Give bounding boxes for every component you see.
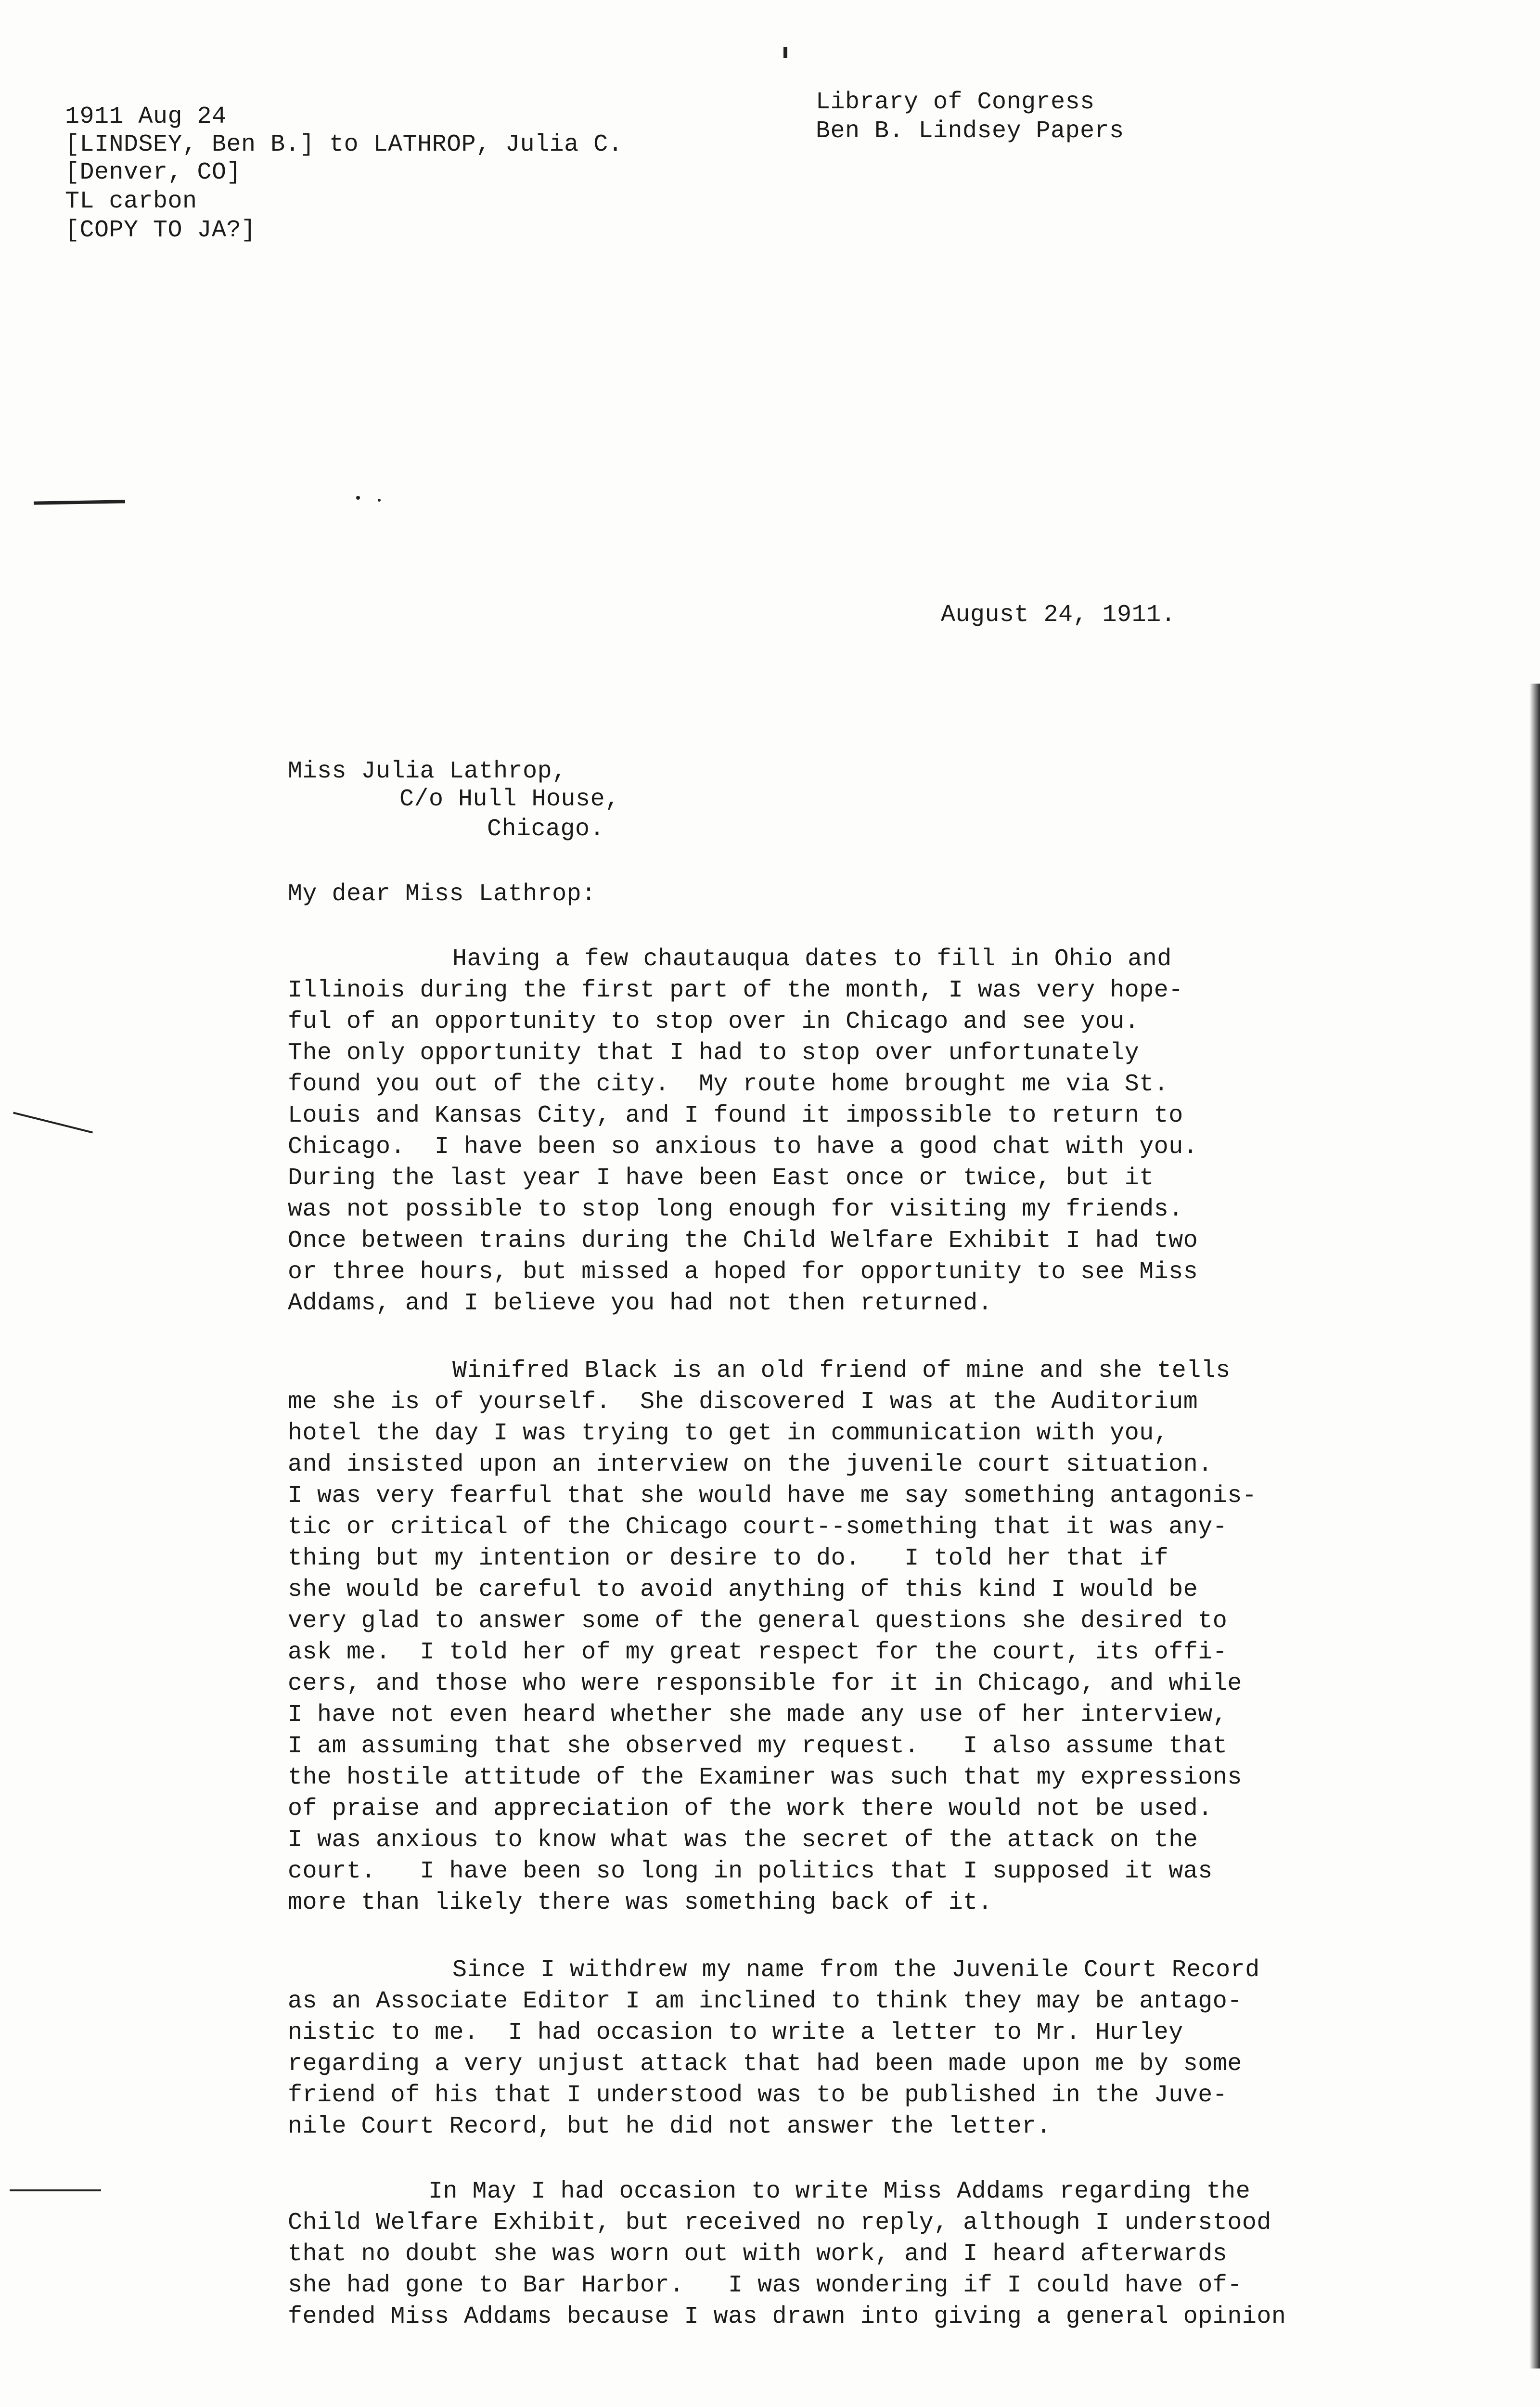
scan-mark-margin-1 bbox=[13, 1112, 93, 1133]
metadata-line: [LINDSEY, Ben B.] to LATHROP, Julia C. bbox=[65, 131, 623, 158]
body-line: court. I have been so long in politics that I supposed it was bbox=[288, 1858, 1213, 1885]
body-line: Chicago. I have been so anxious to have a good chat with you. bbox=[288, 1133, 1198, 1161]
body-line: hotel the day I was trying to get in communication with you, bbox=[288, 1420, 1169, 1447]
body-line: ask me. I told her of my great respect for the court, its offi- bbox=[288, 1639, 1228, 1666]
body-line: she had gone to Bar Harbor. I was wondering if I could have of- bbox=[288, 2272, 1242, 2299]
body-line: Addams, and I believe you had not then returned. bbox=[288, 1290, 993, 1317]
metadata-line: [Denver, CO] bbox=[65, 159, 242, 186]
body-line: ful of an opportunity to stop over in Chicago and see you. bbox=[288, 1008, 1140, 1035]
body-line: regarding a very unjust attack that had been made upon me by some bbox=[288, 2050, 1242, 2078]
body-line: of praise and appreciation of the work there would not be used. bbox=[288, 1795, 1213, 1823]
body-line: friend of his that I understood was to be published in the Juve- bbox=[288, 2082, 1228, 2109]
collection-line: Ben B. Lindsey Papers bbox=[816, 117, 1124, 145]
body-line: Winifred Black is an old friend of mine and she tells bbox=[452, 1357, 1231, 1385]
scan-edge-shadow bbox=[1529, 684, 1540, 2368]
body-line: as an Associate Editor I am inclined to think they may be antago- bbox=[288, 1988, 1242, 2015]
body-line: Louis and Kansas City, and I found it impossible to return to bbox=[288, 1102, 1183, 1129]
body-line: that no doubt she was worn out with work, and I heard afterwards bbox=[288, 2240, 1228, 2268]
address-line: Miss Julia Lathrop, bbox=[288, 758, 567, 785]
metadata-line: 1911 Aug 24 bbox=[65, 103, 227, 130]
body-line: I was anxious to know what was the secret of the attack on the bbox=[288, 1826, 1198, 1854]
scan-mark-top bbox=[783, 47, 787, 58]
body-line: I am assuming that she observed my request. I also assume that bbox=[288, 1733, 1228, 1760]
body-line: During the last year I have been East once or twice, but it bbox=[288, 1165, 1154, 1192]
body-line: the hostile attitude of the Examiner was such that my expressions bbox=[288, 1764, 1242, 1791]
body-line: fended Miss Addams because I was drawn into giving a general opinion bbox=[288, 2303, 1286, 2330]
body-line: I was very fearful that she would have me say something antagonis- bbox=[288, 1482, 1257, 1510]
body-line: very glad to answer some of the general questions she desired to bbox=[288, 1607, 1228, 1635]
address-line: C/o Hull House, bbox=[399, 786, 620, 813]
salutation: My dear Miss Lathrop: bbox=[288, 880, 596, 908]
body-line: me she is of yourself. She discovered I was at the Auditorium bbox=[288, 1388, 1198, 1416]
letter-date: August 24, 1911. bbox=[941, 601, 1176, 629]
address-line: Chicago. bbox=[487, 815, 605, 843]
body-line: Once between trains during the Child Welfare Exhibit I had two bbox=[288, 1227, 1198, 1255]
scan-mark-dots bbox=[356, 496, 360, 500]
scan-mark-dots-2 bbox=[378, 499, 381, 502]
scan-mark-dash bbox=[34, 500, 125, 505]
metadata-line: [COPY TO JA?] bbox=[65, 217, 256, 244]
body-line: nistic to me. I had occasion to write a letter to Mr. Hurley bbox=[288, 2019, 1183, 2046]
body-line: I have not even heard whether she made any use of her interview, bbox=[288, 1701, 1228, 1729]
body-line: In May I had occasion to write Miss Addams regarding the bbox=[428, 2178, 1251, 2205]
body-line: The only opportunity that I had to stop over unfortunately bbox=[288, 1039, 1140, 1067]
scan-mark-margin-2 bbox=[10, 2189, 101, 2191]
collection-line: Library of Congress bbox=[816, 89, 1095, 116]
body-line: was not possible to stop long enough for visiting my friends. bbox=[288, 1196, 1183, 1223]
body-line: or three hours, but missed a hoped for opportunity to see Miss bbox=[288, 1258, 1198, 1286]
body-line: Child Welfare Exhibit, but received no reply, although I understood bbox=[288, 2209, 1271, 2237]
metadata-line: TL carbon bbox=[65, 188, 197, 215]
body-line: Since I withdrew my name from the Juvenile Court Record bbox=[452, 1956, 1260, 1984]
body-line: Having a few chautauqua dates to fill in Ohio and bbox=[452, 945, 1172, 973]
body-line: more than likely there was something back of it. bbox=[288, 1889, 993, 1916]
body-line: thing but my intention or desire to do. I told her that if bbox=[288, 1545, 1169, 1572]
body-line: Illinois during the first part of the month, I was very hope- bbox=[288, 977, 1183, 1004]
body-line: cers, and those who were responsible for it in Chicago, and while bbox=[288, 1670, 1242, 1697]
body-line: found you out of the city. My route home brought me via St. bbox=[288, 1071, 1169, 1098]
body-line: tic or critical of the Chicago court--something that it was any- bbox=[288, 1514, 1228, 1541]
body-line: she would be careful to avoid anything of this kind I would be bbox=[288, 1576, 1198, 1604]
body-line: and insisted upon an interview on the juvenile court situation. bbox=[288, 1451, 1213, 1478]
body-line: nile Court Record, but he did not answer the letter. bbox=[288, 2113, 1052, 2140]
